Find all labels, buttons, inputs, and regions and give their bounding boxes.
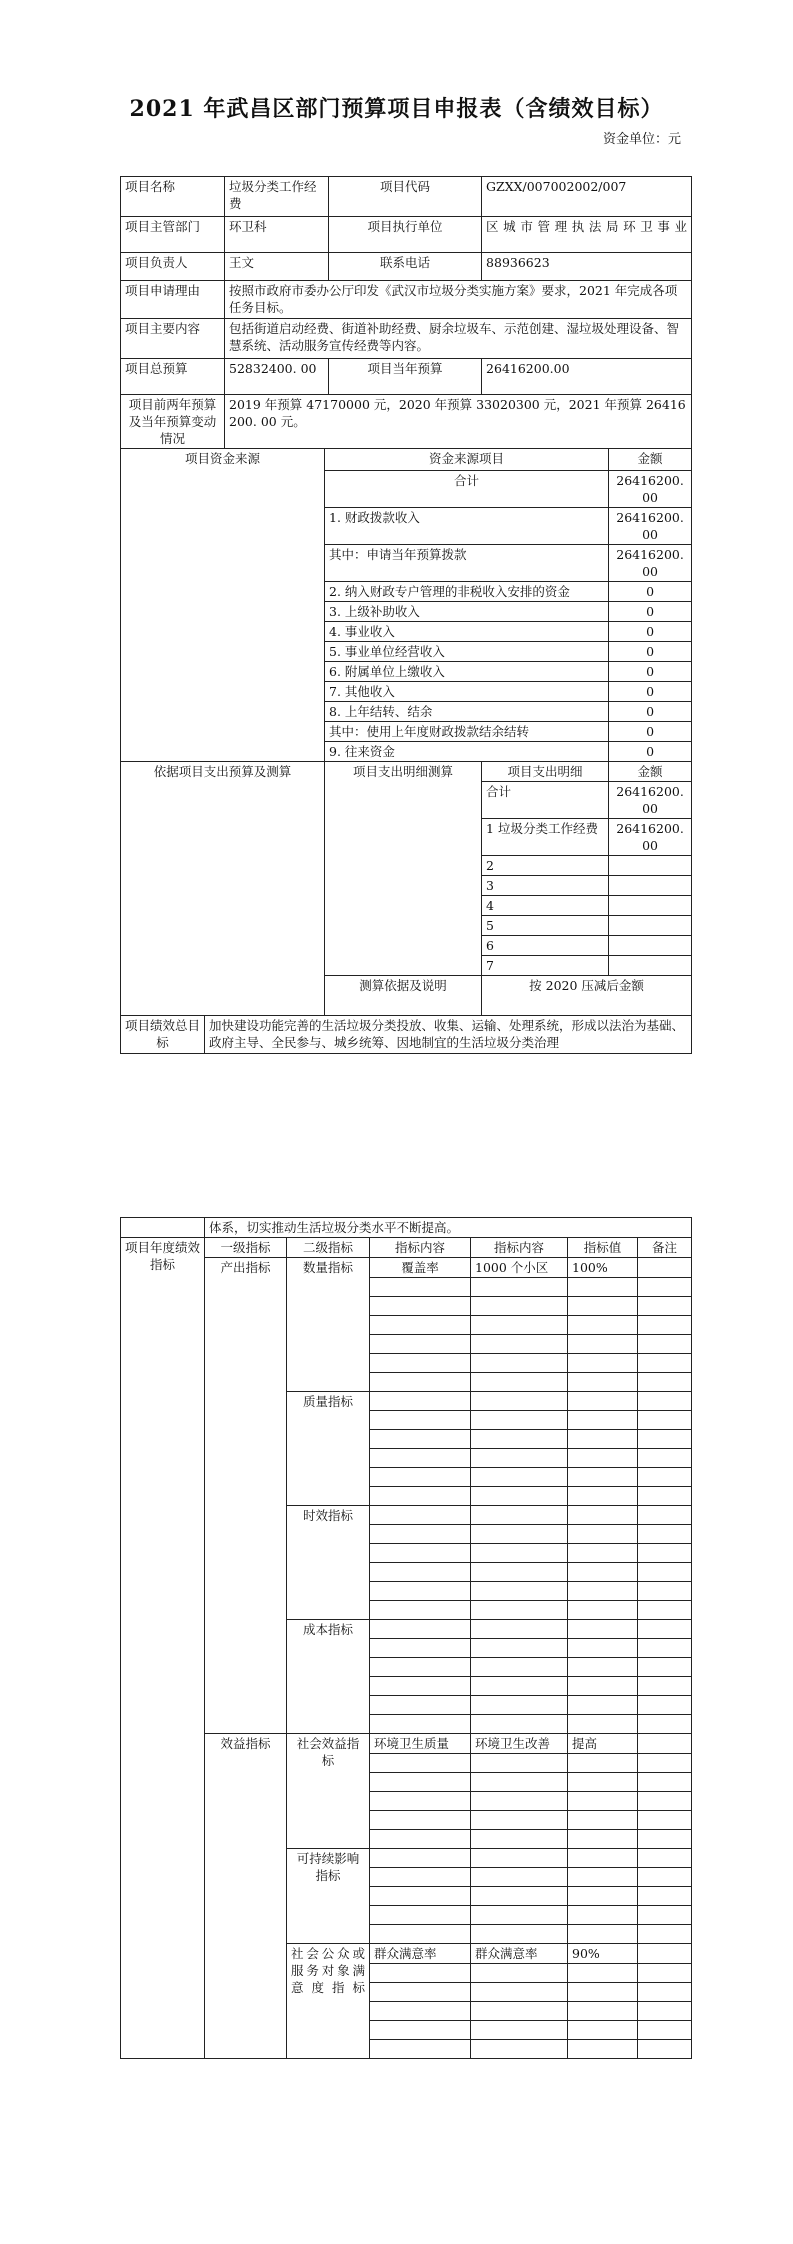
leader-value: 王文 (225, 253, 329, 281)
calc-basis-value: 按 2020 压减后金额 (482, 976, 692, 1016)
funding-header-amount: 金额 (609, 449, 692, 471)
currency-unit: 资金单位：元 (602, 132, 681, 147)
current-budget: 26416200.00 (482, 359, 692, 395)
indicator-content: 覆盖率 (370, 1258, 471, 1278)
funding-amount: 0 (609, 682, 692, 702)
quality-indicator-label: 质量指标 (287, 1392, 370, 1506)
performance-indicator-table (120, 1217, 692, 2059)
reason-label: 项目申请理由 (121, 281, 225, 319)
expense-header-amount: 金额 (609, 762, 692, 782)
funding-amount: 26416200. 00 (609, 471, 692, 508)
expense-amount (609, 936, 692, 956)
goal-label: 项目绩效总目标 (121, 1016, 205, 1054)
expense-amount (609, 896, 692, 916)
expense-item: 5 (482, 916, 609, 936)
expense-amount: 26416200. 00 (609, 782, 692, 819)
funding-amount: 26416200. 00 (609, 508, 692, 545)
annual-indicator-label: 项目年度绩效指标 (121, 1238, 205, 2059)
timeliness-indicator-label: 时效指标 (287, 1506, 370, 1620)
funding-amount: 0 (609, 722, 692, 742)
funding-item: 其中：使用上年度财政拨款结余结转 (325, 722, 609, 742)
expense-amount (609, 916, 692, 936)
expense-item: 合计 (482, 782, 609, 819)
expense-amount (609, 856, 692, 876)
col-header-value: 指标值 (568, 1238, 638, 1258)
expense-item: 4 (482, 896, 609, 916)
history-label: 项目前两年预算及当年预算变动情况 (121, 395, 225, 449)
indicator-content: 环境卫生质量 (370, 1734, 471, 1754)
budget-application-table (120, 176, 692, 1054)
funding-item: 9. 往来资金 (325, 742, 609, 762)
expense-item: 3 (482, 876, 609, 896)
funding-amount: 0 (609, 702, 692, 722)
expense-amount (609, 876, 692, 896)
leader-label: 项目负责人 (121, 253, 225, 281)
expense-item: 7 (482, 956, 609, 976)
phone-label: 联系电话 (329, 253, 482, 281)
project-name-label: 项目名称 (121, 177, 225, 217)
social-benefit-indicator-label: 社会效益指标 (287, 1734, 370, 1849)
project-code: GZXX/007002002/007 (482, 177, 692, 217)
funding-amount: 26416200.00 (609, 545, 692, 582)
expense-basis-label: 依据项目支出预算及测算 (121, 762, 325, 1016)
cost-indicator-label: 成本指标 (287, 1620, 370, 1734)
indicator-content-2: 群众满意率 (471, 1944, 568, 1964)
funding-item: 5. 事业单位经营收入 (325, 642, 609, 662)
content-text: 包括街道启动经费、街道补助经费、厨余垃圾车、示范创建、湿垃圾处理设备、智慧系统、活动服务宣传经费等内容。 (225, 319, 692, 359)
expense-amount (609, 956, 692, 976)
current-budget-label: 项目当年预算 (329, 359, 482, 395)
funding-item: 8. 上年结转、结余 (325, 702, 609, 722)
content-label: 项目主要内容 (121, 319, 225, 359)
benefit-indicator-label: 效益指标 (205, 1734, 287, 2059)
col-header-level1: 一级指标 (205, 1238, 287, 1258)
funding-item: 其中：申请当年预算拨款 (325, 545, 609, 582)
phone-value: 88936623 (482, 253, 692, 281)
funding-source-label: 项目资金来源 (121, 449, 325, 762)
col-header-content: 指标内容 (370, 1238, 471, 1258)
calc-basis-label: 测算依据及说明 (325, 976, 482, 1016)
goal-text-part2: 体系，切实推动生活垃圾分类水平不断提高。 (205, 1218, 692, 1238)
funding-item: 1. 财政拨款收入 (325, 508, 609, 545)
funding-amount: 0 (609, 742, 692, 762)
project-name: 垃圾分类工作经费 (225, 177, 329, 217)
funding-item: 6. 附属单位上缴收入 (325, 662, 609, 682)
satisfaction-indicator-label: 社会公众或服务对象满意度指标 (287, 1944, 370, 2059)
dept-label: 项目主管部门 (121, 217, 225, 253)
project-code-label: 项目代码 (329, 177, 482, 217)
funding-item: 2. 纳入财政专户管理的非税收入安排的资金 (325, 582, 609, 602)
indicator-value: 90% (568, 1944, 638, 1964)
page-title: 2021 年武昌区部门预算项目申报表（含绩效目标） (129, 96, 664, 122)
indicator-value: 100% (568, 1258, 638, 1278)
expense-detail-label: 项目支出明细测算 (325, 762, 482, 976)
output-indicator-label: 产出指标 (205, 1258, 287, 1734)
quantity-indicator-label: 数量指标 (287, 1258, 370, 1392)
indicator-value: 提高 (568, 1734, 638, 1754)
expense-item: 2 (482, 856, 609, 876)
funding-amount: 0 (609, 642, 692, 662)
funding-item: 合计 (325, 471, 609, 508)
funding-amount: 0 (609, 662, 692, 682)
col-header-level2: 二级指标 (287, 1238, 370, 1258)
expense-item: 1 垃圾分类工作经费 (482, 819, 609, 856)
exec-unit-label: 项目执行单位 (329, 217, 482, 253)
funding-amount: 0 (609, 602, 692, 622)
col-header-content-2: 指标内容 (471, 1238, 568, 1258)
goal-text-part1: 加快建设功能完善的生活垃圾分类投放、收集、运输、处理系统，形成以法治为基础、政府主导、全民参与、城乡统筹、因地制宜的生活垃圾分类治理 (205, 1016, 692, 1054)
total-budget: 52832400. 00 (225, 359, 329, 395)
exec-unit-value: 区城市管理执法局环卫事业 (482, 217, 692, 253)
history-text: 2019 年预算 47170000 元，2020 年预算 33020300 元，2021 年预算 26416200. 00 元。 (225, 395, 692, 449)
reason-text: 按照市政府市委办公厅印发《武汉市垃圾分类实施方案》要求，2021 年完成各项任务目标。 (225, 281, 692, 319)
expense-item: 6 (482, 936, 609, 956)
total-budget-label: 项目总预算 (121, 359, 225, 395)
funding-item: 7. 其他收入 (325, 682, 609, 702)
col-header-remark: 备注 (638, 1238, 692, 1258)
indicator-content-2: 1000 个小区 (471, 1258, 568, 1278)
sustainability-indicator-label: 可持续影响指标 (287, 1849, 370, 1944)
funding-item: 3. 上级补助收入 (325, 602, 609, 622)
funding-item: 4. 事业收入 (325, 622, 609, 642)
funding-amount: 0 (609, 582, 692, 602)
expense-amount: 26416200. 00 (609, 819, 692, 856)
indicator-content-2: 环境卫生改善 (471, 1734, 568, 1754)
dept-value: 环卫科 (225, 217, 329, 253)
funding-header-item: 资金来源项目 (325, 449, 609, 471)
indicator-content: 群众满意率 (370, 1944, 471, 1964)
expense-header-item: 项目支出明细 (482, 762, 609, 782)
funding-amount: 0 (609, 622, 692, 642)
